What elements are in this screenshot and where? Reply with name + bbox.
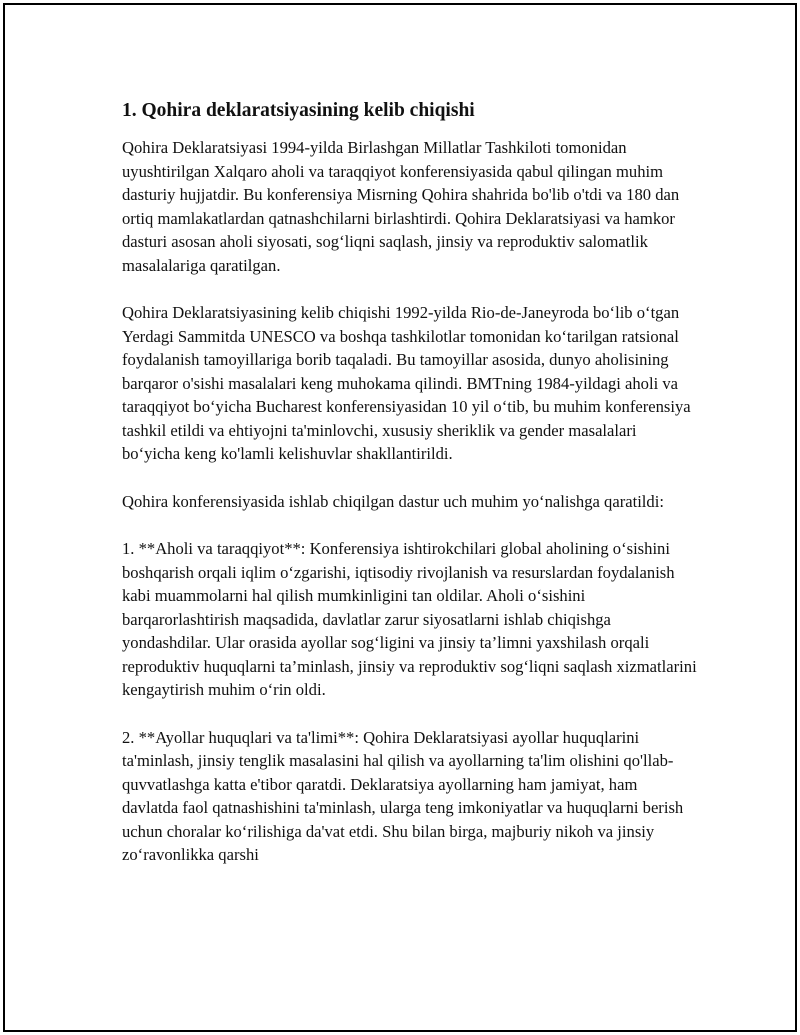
paragraph-program-directions-intro: Qohira konferensiyasida ishlab chiqilgan dastur uch muhim yo‘nalishga qaratildi:	[122, 491, 664, 511]
paragraph-declaration-origins: Qohira Deklaratsiyasining kelib chiqishi 1992-yilda Rio-de-Janeyroda bo‘lib o‘tgan Yerdagi Sammitda UNESCO va boshqa tashkilotlar tomonidan ko‘tarilgan ratsional foydalanish tamoyillariga borib taqaladi. Bu tamoyillar asosida, dunyo aholisining barqaror o'sishi masalalari keng muhokama qilindi. BMTning 1984-yildagi aholi va taraqqiyot bo‘yicha Bucharest konferensiyasidan 10 yil o‘tib, bu muhim konferensiya tashkil etildi va ehtiyojni ta'minlovchi, xususiy sheriklik va gender masalalari bo‘yicha keng ko'lamli kelishuvlar shakllantirildi.	[122, 303, 691, 463]
paragraph-women-rights-education: 2. **Ayollar huquqlari va ta'limi**: Qohira Deklaratsiyasi ayollar huquqlarini ta'minlash, jinsiy tenglik masalasini hal qilish va ayollarning ta'lim olishini qo'llab-quvvatlashga katta e'tibor qaratdi. Deklaratsiya ayollarning ham jamiyat, ham davlatda faol qatnashishini ta'minlash, ularga teng imkoniyatlar va huquqlarni berish uchun choralar ko‘rilishiga da'vat etdi. Shu bilan birga, majburiy nikoh va jinsiy zo‘ravonlikka qarshi	[122, 727, 684, 864]
document-body	[122, 97, 697, 891]
document-page	[3, 3, 797, 1032]
section-heading: 1. Qohira deklaratsiyasining kelib chiqishi	[122, 100, 475, 121]
paragraph-cairo-declaration-overview: Qohira Deklaratsiyasi 1994-yilda Birlashgan Millatlar Tashkiloti tomonidan uyushtirilgan Xalqaro aholi va taraqqiyot konferensiyasida qabul qilingan muhim dasturiy hujjatdir. Bu konferensiya Misrning Qohira shahrida bo'lib o'tdi va 180 dan ortiq mamlakatlardan qatnashchilarni birlashtirdi. Qohira Deklaratsiyasi va hamkor dasturi asosan aholi siyosati, sog‘liqni saqlash, jinsiy va reproduktiv salomatlik masalalariga qaratilgan.	[122, 138, 680, 275]
paragraph-population-development: 1. **Aholi va taraqqiyot**: Konferensiya ishtirokchilari global aholining o‘sishini boshqarish orqali iqlim o‘zgarishi, iqtisodiy rivojlanish va resurslardan foydalanish kabi muammolarni hal qilish mumkinligini tan oldilar. Aholi o‘sishini barqarorlashtirish maqsadida, davlatlar zarur siyosatlarni ishlab chiqishga yondashdilar. Ular orasida ayollar sog‘ligini va jinsiy ta’limni yaxshilash orqali reproduktiv huquqlarni ta’minlash, jinsiy va reproduktiv sog‘liqni saqlash xizmatlarini kengaytirish muhim o‘rin oldi.	[122, 539, 697, 699]
